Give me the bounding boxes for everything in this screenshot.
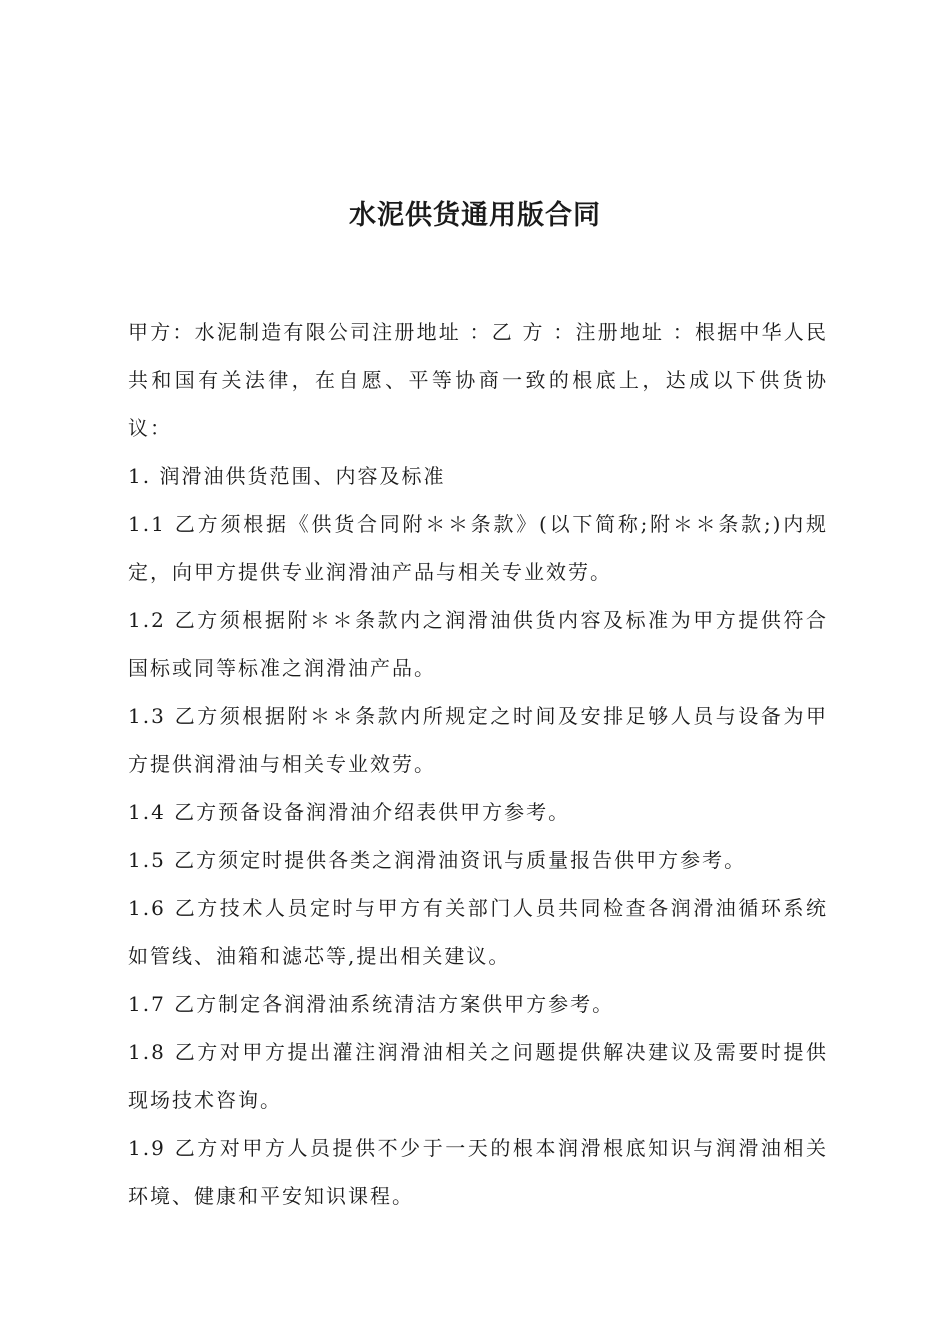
clause-1-4: 1.4 乙方预备设备润滑油介绍表供甲方参考。 [128, 800, 571, 824]
clause-1-1: 1.1 乙方须根据《供货合同附＊＊条款》(以下简称;附＊＊条款;)内规定，向甲方提供专业润滑油产品与相关专业效劳。 [128, 512, 828, 584]
clause-1-2: 1.2 乙方须根据附＊＊条款内之润滑油供货内容及标准为甲方提供符合国标或同等标准之润滑油产品。 [128, 608, 828, 680]
clause-1-8: 1.8 乙方对甲方提出灌注润滑油相关之问题提供解决建议及需要时提供现场技术咨询。 [128, 1040, 828, 1112]
clause-1-3: 1.3 乙方须根据附＊＊条款内所规定之时间及安排足够人员与设备为甲方提供润滑油与相关专业效劳。 [128, 704, 828, 776]
clause-1-5: 1.5 乙方须定时提供各类之润滑油资讯与质量报告供甲方参考。 [128, 848, 747, 872]
clause-1-7: 1.7 乙方制定各润滑油系统清洁方案供甲方参考。 [128, 992, 615, 1016]
document-title: 水泥供货通用版合同 [349, 200, 601, 231]
paragraph-preamble: 甲方：水泥制造有限公司注册地址 ：乙 方 ：注册地址 ：根据中华人民共和国有关法律，在自愿、平等协商一致的根底上，达成以下供货协议： [128, 320, 828, 440]
clause-1-9: 1.9 乙方对甲方人员提供不少于一天的根本润滑根底知识与润滑油相关环境、健康和平安知识课程。 [128, 1136, 828, 1208]
document-body [128, 308, 828, 1220]
clause-1-6: 1.6 乙方技术人员定时与甲方有关部门人员共同检查各润滑油循环系统如管线、油箱和滤芯等,提出相关建议。 [128, 896, 828, 968]
section-heading-1: 1. 润滑油供货范围、内容及标准 [128, 464, 446, 488]
